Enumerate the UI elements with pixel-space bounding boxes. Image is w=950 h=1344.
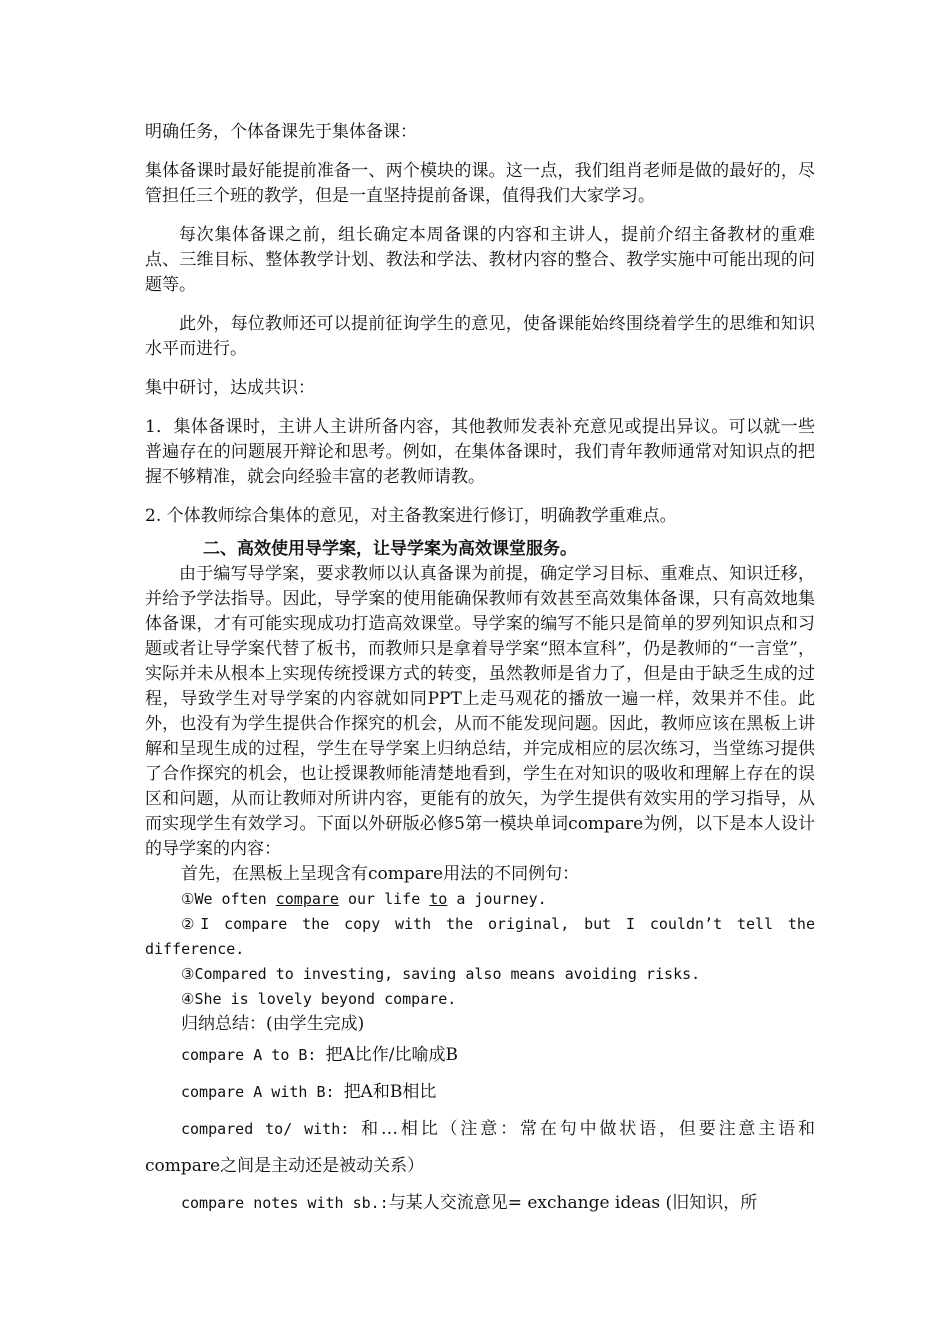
summary-item-2-cn: 把A和B相比 [343, 1082, 437, 1102]
summary-item-4-en: compare notes with sb.: [181, 1194, 389, 1212]
example-2: ②I compare the copy with the original, but I couldn’t tell the difference. [145, 915, 815, 958]
examples-intro: 首先，在黑板上呈现含有compare用法的不同例句： [181, 864, 580, 884]
summary-item-1-en: compare A to B: [181, 1046, 326, 1064]
example-4: ④She is lovely beyond compare. [181, 990, 457, 1008]
section-heading: 二、高效使用导学案，让导学案为高效课堂服务。 [203, 539, 577, 559]
example-1 [145, 887, 815, 912]
example-1-start: ①We often [181, 890, 276, 908]
example-1-underline-compare: compare [275, 890, 339, 908]
example-3: ③Compared to investing, saving also means avoiding risks. [181, 965, 701, 983]
example-1-middle: our life [338, 890, 430, 908]
paragraph-task: 明确任务，个体备课先于集体备课： [145, 122, 417, 142]
paragraph-prepare-ahead: 集体备课时最好能提前准备一、两个模块的课。这一点，我们组肖老师是做的最好的，尽管担任三个班的教学，但是一直坚持提前备课，值得我们大家学习。 [145, 161, 815, 206]
paragraph-student-opinion: 此外，每位教师还可以提前征询学生的意见，使备课能始终围绕着学生的思维和知识水平而进行。 [145, 314, 815, 359]
summary-title: 归纳总结：(由学生完成) [181, 1014, 365, 1034]
document-page [145, 120, 815, 1222]
summary-item-2-en: compare A with B: [181, 1083, 344, 1101]
summary-item-3-en: compared to/ with: [181, 1120, 362, 1138]
paragraph-guided-learning: 由于编写导学案，要求教师以认真备课为前提，确定学习目标、重难点、知识迁移，并给予学法指导。因此，导学案的使用能确保教师有效甚至高效集体备课，只有高效地集体备课，才有可能实现成功打造高效课堂。导学案的编写不能只是简单的罗列知识点和习题或者让导学案代替了板书，而教师只是拿着导学案“照本宣科”，仍是教师的“一言堂”，实际并未从根本上实现传统授课方式的转变，虽然教师是省力了，但是由于缺乏生成的过程，导致学生对导学案的内容就如同PPT上走马观花的播放一遍一样，效果并不佳。此外，也没有为学生提供合作探究的机会，从而不能发现问题。因此，教师应该在黑板上讲解和呈现生成的过程，学生在导学案上归纳总结，并完成相应的层次练习，当堂练习提供了合作探究的机会，也让授课教师能清楚地看到，学生在对知识的吸收和理解上存在的误区和问题，从而让教师对所讲内容，更能有的放矢，为学生提供有效实用的学习指导，从而实现学生有效学习。下面以外研版必修5第一模块单词compare为例，以下是本人设计的导学案的内容： [145, 564, 815, 859]
summary-item-1-cn: 把A比作/比喻成B [325, 1045, 458, 1065]
example-1-underline-to: to [429, 890, 448, 908]
summary-item-2 [145, 1074, 815, 1111]
paragraph-discussion: 集中研讨，达成共识： [145, 378, 315, 398]
summary-item-1 [145, 1037, 815, 1074]
summary-item-3-cn: 和…相比（注意：常在句中做状语，但要注意主语和compare之间是主动还是被动关系） [145, 1119, 815, 1176]
paragraph-point-2: 2. 个体教师综合集体的意见，对主备教案进行修订，明确教学重难点。 [145, 506, 677, 526]
example-1-end: a journey. [447, 890, 547, 908]
paragraph-weekly-plan: 每次集体备课之前，组长确定本周备课的内容和主讲人，提前介绍主备教材的重难点、三维目标、整体教学计划、教法和学法、教材内容的整合、教学实施中可能出现的问题等。 [145, 225, 815, 295]
summary-item-3 [145, 1111, 815, 1185]
summary-item-4-cn: 与某人交流意见= exchange ideas (旧知识，所 [388, 1193, 758, 1213]
paragraph-point-1: 1．集体备课时，主讲人主讲所备内容，其他教师发表补充意见或提出异议。可以就一些普遍存在的问题展开辩论和思考。例如，在集体备课时，我们青年教师通常对知识点的把握不够精准，就会向经验丰富的老教师请教。 [145, 417, 815, 487]
summary-item-4 [145, 1185, 815, 1222]
